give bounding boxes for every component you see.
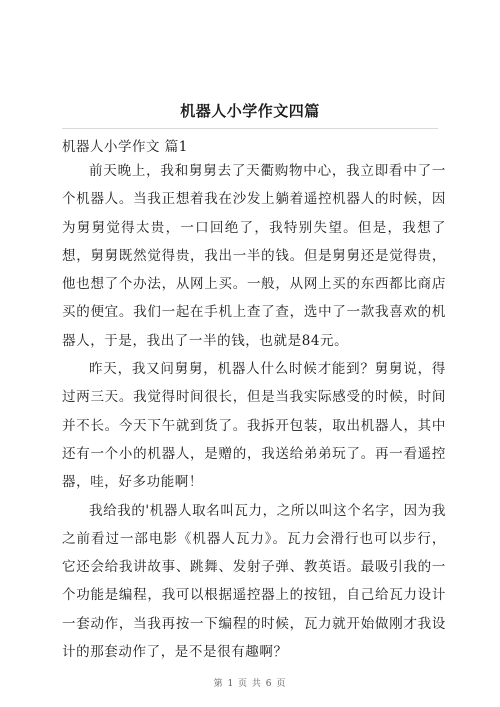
paragraph-1: 前天晚上，我和舅舅去了天衢购物中心，我立即看中了一个机器人。当我正想着我在沙发上躺着遥控机器人的时候，因为舅舅觉得太贵，一口回绝了，我特别失望。但是，我想了想，舅舅既然觉得贵，我出一半的钱。但是舅舅还是觉得贵，他也想了个办法，从网上买。一般，从网上买的东西都比商店买的便宜。我们一起在手机上查了查，选中了一款我喜欢的机器人，于是，我出了一半的钱，也就是84元。 (62, 163, 446, 349)
document-title: 机器人小学作文四篇 (180, 102, 320, 120)
essay-body (62, 157, 446, 666)
paragraph-3: 我给我的'机器人取名叫瓦力，之所以叫这个名字，因为我之前看过一部电影《机器人瓦力》。瓦力会滑行也可以步行，它还会给我讲故事、跳舞、发射子弹、教英语。最吸引我的一个功能是编程，我可以根据遥控器上的按钮，自己给瓦力设计一套动作，当我再按一下编程的时候，瓦力就开始做刚才我设计的那套动作了，是不是很有趣啊？ (62, 502, 446, 661)
section-heading: 机器人小学作文 篇1 (62, 139, 188, 155)
paragraph-2: 昨天，我又问舅舅，机器人什么时候才能到？舅舅说，得过两三天。我觉得时间很长，但是当我实际感受的时候，时间并不长。今天下午就到货了。我拆开包装，取出机器人，其中还有一个小的机器人，是赠的，我送给弟弟玩了。再一看遥控器，哇，好多功能啊！ (62, 361, 446, 491)
title-divider (62, 128, 438, 129)
page-number-footer: 第 1 页 共 6 页 (213, 679, 287, 689)
